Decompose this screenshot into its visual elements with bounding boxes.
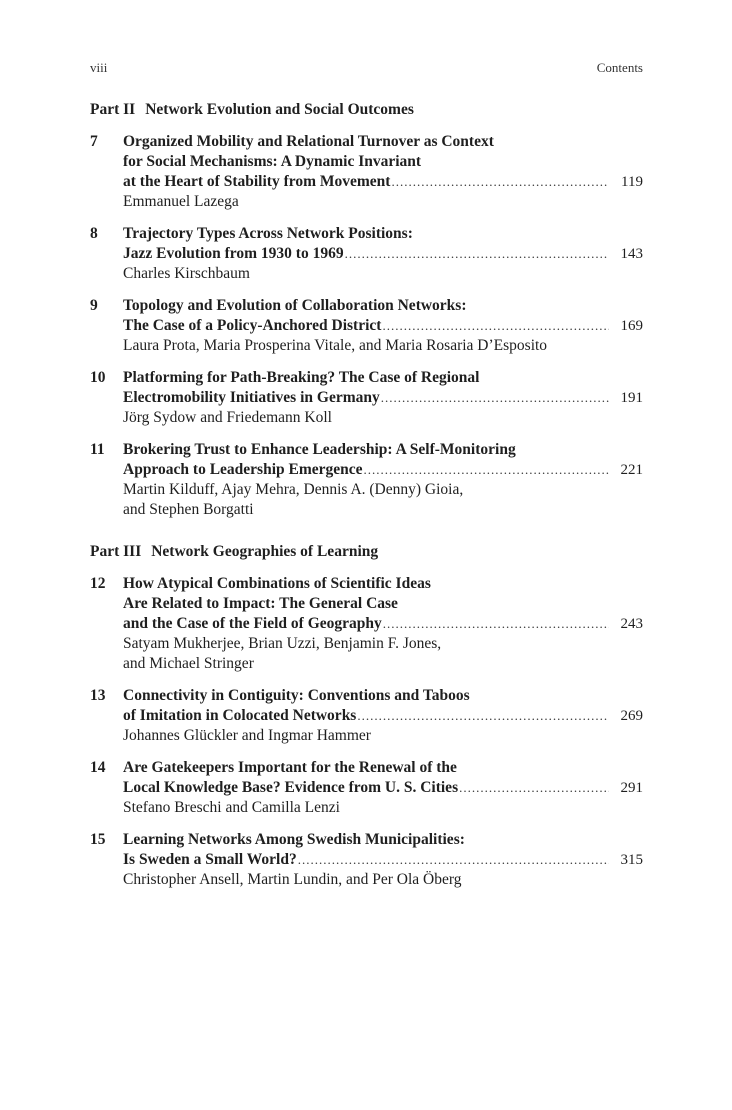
chapter-entry[interactable] — [90, 440, 643, 520]
chapter-title-last-line — [123, 244, 643, 264]
chapter-body — [123, 440, 643, 520]
chapter-entry[interactable] — [90, 224, 643, 284]
chapter-title-line: Are Gatekeepers Important for the Renewal of the — [123, 759, 457, 776]
chapter-number: 15 — [90, 831, 106, 848]
dot-leader — [382, 318, 609, 334]
chapter-number: 9 — [90, 297, 98, 314]
chapter-title-line: Topology and Evolution of Collaboration Networks: — [123, 297, 467, 314]
chapter-number: 8 — [90, 225, 98, 242]
chapter-number: 10 — [90, 369, 106, 386]
chapter-entry[interactable] — [90, 758, 643, 818]
dot-leader — [345, 246, 609, 262]
chapter-page-number: 243 — [620, 616, 643, 632]
chapter-title-last-line — [123, 778, 643, 798]
chapter-title-last-line — [123, 706, 643, 726]
chapter-title-last-line — [123, 172, 643, 192]
chapter-body — [123, 368, 643, 428]
chapter-body — [123, 574, 643, 674]
chapter-title-line: of Imitation in Colocated Networks — [123, 707, 357, 724]
part-heading — [90, 100, 643, 120]
chapter-page-number: 315 — [620, 852, 643, 868]
chapter-title-last-line — [123, 460, 643, 480]
chapter-authors — [123, 480, 643, 520]
chapter-body — [123, 132, 643, 212]
chapter-authors — [123, 634, 643, 674]
chapter-body — [123, 686, 643, 746]
chapter-body — [123, 296, 643, 356]
author-line: Christopher Ansell, Martin Lundin, and Per Ola Öberg — [123, 871, 462, 888]
dot-leader — [381, 390, 609, 406]
chapter-authors — [123, 870, 643, 890]
chapter-entry[interactable] — [90, 830, 643, 890]
chapter-number: 7 — [90, 133, 98, 150]
part-title: Network Evolution and Social Outcomes — [145, 101, 414, 118]
chapter-page-number: 269 — [620, 708, 643, 724]
author-line: and Michael Stringer — [123, 655, 254, 672]
dot-leader — [298, 852, 609, 868]
dot-leader — [459, 780, 609, 796]
chapter-title-line: Approach to Leadership Emergence — [123, 461, 363, 478]
chapter-page-number: 291 — [620, 780, 643, 796]
chapter-page-number: 143 — [620, 246, 643, 262]
chapter-authors — [123, 408, 643, 428]
author-line: Johannes Glückler and Ingmar Hammer — [123, 727, 371, 744]
author-line: Satyam Mukherjee, Brian Uzzi, Benjamin F. Jones, — [123, 635, 442, 652]
chapter-title-line: Electromobility Initiatives in Germany — [123, 389, 380, 406]
chapter-title-line: and the Case of the Field of Geography — [123, 615, 382, 632]
dot-leader — [357, 708, 609, 724]
chapter-authors — [123, 336, 643, 356]
author-line: Martin Kilduff, Ajay Mehra, Dennis A. (Denny) Gioia, — [123, 481, 464, 498]
part-heading — [90, 542, 643, 562]
chapter-number: 11 — [90, 441, 105, 458]
dot-leader — [364, 462, 609, 478]
author-line: Laura Prota, Maria Prosperina Vitale, and Maria Rosaria D’Esposito — [123, 337, 548, 354]
part-title: Network Geographies of Learning — [151, 543, 379, 560]
chapter-number: 14 — [90, 759, 106, 776]
chapter-page-number: 169 — [620, 318, 643, 334]
chapter-body — [123, 758, 643, 818]
chapter-authors — [123, 798, 643, 818]
chapter-title-line: for Social Mechanisms: A Dynamic Invariant — [123, 153, 422, 170]
dot-leader — [383, 616, 609, 632]
author-line: Charles Kirschbaum — [123, 265, 250, 282]
chapter-title-line: The Case of a Policy-Anchored District — [123, 317, 382, 334]
author-line: Emmanuel Lazega — [123, 193, 239, 210]
table-of-contents — [90, 100, 643, 902]
chapter-title-line: Organized Mobility and Relational Turnover as Context — [123, 133, 494, 150]
chapter-number: 13 — [90, 687, 106, 704]
running-head — [90, 60, 643, 76]
author-line: Stefano Breschi and Camilla Lenzi — [123, 799, 340, 816]
chapter-title-line: Platforming for Path-Breaking? The Case of Regional — [123, 369, 480, 386]
chapter-title-line: Jazz Evolution from 1930 to 1969 — [123, 245, 344, 262]
chapter-title-last-line — [123, 850, 643, 870]
chapter-title-last-line — [123, 388, 643, 408]
chapter-authors — [123, 264, 643, 284]
author-line: and Stephen Borgatti — [123, 501, 254, 518]
chapter-title-line: Connectivity in Contiguity: Conventions and Taboos — [123, 687, 470, 704]
chapter-title-line: Are Related to Impact: The General Case — [123, 595, 398, 612]
chapter-title-line: Trajectory Types Across Network Positions: — [123, 225, 413, 242]
chapter-authors — [123, 192, 643, 212]
chapter-page-number: 191 — [620, 390, 643, 406]
chapter-entry[interactable] — [90, 686, 643, 746]
chapter-entry[interactable] — [90, 368, 643, 428]
chapter-page-number: 221 — [620, 462, 643, 478]
part-label: Part III — [90, 543, 142, 560]
chapter-title-line: How Atypical Combinations of Scientific Ideas — [123, 575, 431, 592]
chapter-title-line: Is Sweden a Small World? — [123, 851, 297, 868]
chapter-title-last-line — [123, 316, 643, 336]
chapter-title-line: Brokering Trust to Enhance Leadership: A Self-Monitoring — [123, 441, 516, 458]
chapter-entry[interactable] — [90, 574, 643, 674]
chapter-entry[interactable] — [90, 296, 643, 356]
running-head-section: Contents — [596, 60, 643, 75]
chapter-title-last-line — [123, 614, 643, 634]
part-label: Part II — [90, 101, 136, 118]
page-folio: viii — [90, 60, 108, 75]
dot-leader — [391, 174, 609, 190]
chapter-title-line: Learning Networks Among Swedish Municipalities: — [123, 831, 465, 848]
chapter-body — [123, 830, 643, 890]
chapter-entry[interactable] — [90, 132, 643, 212]
author-line: Jörg Sydow and Friedemann Koll — [123, 409, 332, 426]
chapter-number: 12 — [90, 575, 106, 592]
chapter-authors — [123, 726, 643, 746]
chapter-body — [123, 224, 643, 284]
chapter-page-number: 119 — [621, 174, 643, 190]
chapter-title-line: at the Heart of Stability from Movement — [123, 173, 391, 190]
chapter-title-line: Local Knowledge Base? Evidence from U. S. Cities — [123, 779, 459, 796]
